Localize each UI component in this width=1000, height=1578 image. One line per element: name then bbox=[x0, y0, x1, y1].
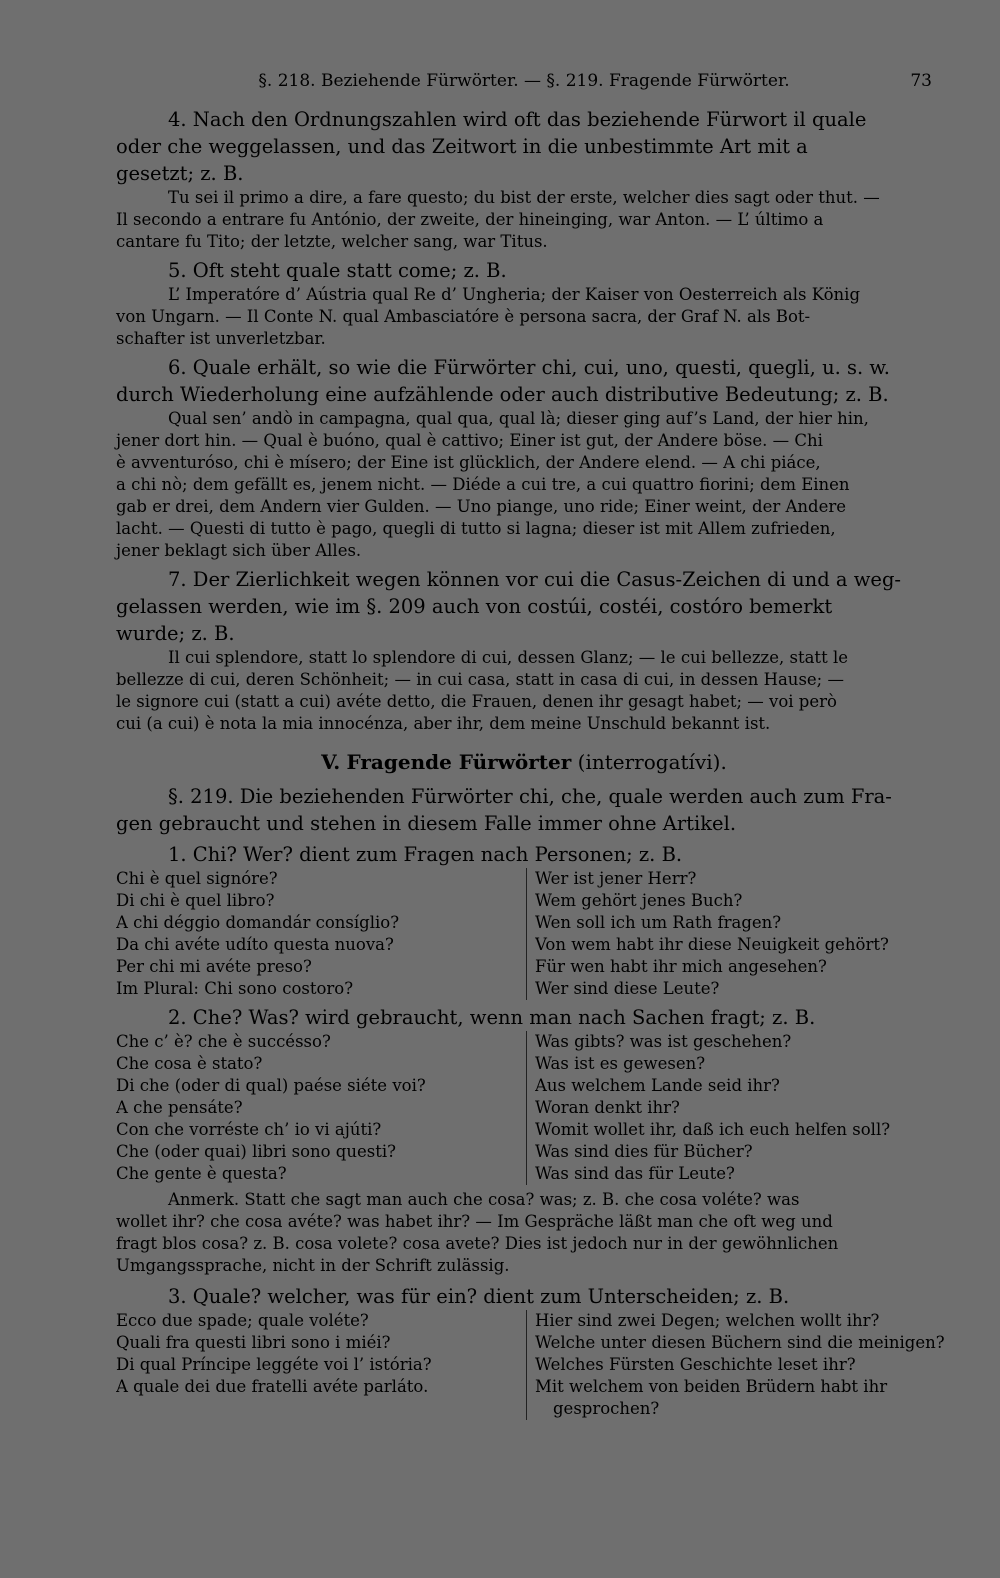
german-translation: Für wen habt ihr mich angesehen? bbox=[535, 957, 827, 976]
german-translation: Was sind dies für Bücher? bbox=[535, 1142, 753, 1161]
example-line: Il cui splendore, statt lo splendore di cui, dessen Glanz; — le cui bellezze, statt le bbox=[168, 648, 848, 667]
example-line: Qual sen’ andò in campagna, qual qua, qual là; dieser ging auf’s Land, der hier hin, bbox=[168, 409, 869, 428]
remark-line: Umgangssprache, nicht in der Schrift zulässig. bbox=[116, 1256, 510, 1275]
section-7 bbox=[116, 566, 932, 735]
german-translation: Was sind das für Leute? bbox=[535, 1164, 735, 1183]
italian-example: A quale dei due fratelli avéte parláto. bbox=[116, 1377, 429, 1396]
example-line: le signore cui (statt a cui) avéte detto, die Frauen, denen ihr gesagt habet; — voi però bbox=[116, 692, 837, 711]
german-column bbox=[526, 1031, 932, 1185]
german-translation: Mit welchem von beiden Brüdern habt ihr bbox=[535, 1377, 888, 1396]
example-line: cui (a cui) è nota la mia innocénza, aber ihr, dem meine Unschuld bekannt ist. bbox=[116, 714, 771, 733]
italian-example: Che c’ è? che è succésso? bbox=[116, 1032, 331, 1051]
german-translation: Wer sind diese Leute? bbox=[535, 979, 720, 998]
example-line: a chi nò; dem gefällt es, jenem nicht. — Diéde a cui tre, a cui quattro fiorini; dem Einen bbox=[116, 475, 850, 494]
example-line: lacht. — Questi di tutto è pago, quegli di tutto si lagna; dieser ist mit Allem zufrieden, bbox=[116, 519, 836, 538]
italian-example: Chi è quel signóre? bbox=[116, 869, 278, 888]
italian-example: Di che (oder di qual) paése siéte voi? bbox=[116, 1076, 426, 1095]
german-column bbox=[526, 1310, 945, 1420]
page-number: 73 bbox=[910, 71, 932, 91]
running-title: §. 218. Beziehende Fürwörter. — §. 219. Fragende Fürwörter. bbox=[258, 71, 790, 91]
remark bbox=[116, 1189, 932, 1277]
italian-example: Per chi mi avéte preso? bbox=[116, 957, 312, 976]
italian-example: Che cosa è stato? bbox=[116, 1054, 263, 1073]
german-translation: Aus welchem Lande seid ihr? bbox=[535, 1076, 780, 1095]
section-219 bbox=[116, 783, 932, 837]
example-table bbox=[116, 1310, 945, 1420]
italian-example: Ecco due spade; quale voléte? bbox=[116, 1311, 369, 1330]
german-translation: Welche unter diesen Büchern sind die meinigen? bbox=[535, 1333, 945, 1352]
italian-column bbox=[116, 1031, 526, 1185]
body-line: 6. Quale erhält, so wie die Fürwörter chi, cui, uno, questi, quegli, u. s. w. bbox=[168, 356, 891, 379]
body-line: wurde; z. B. bbox=[116, 622, 235, 645]
chi-section bbox=[116, 841, 932, 1000]
italian-example: A che pensáte? bbox=[116, 1098, 243, 1117]
example-line: von Ungarn. — Il Conte N. qual Ambasciatóre è persona sacra, der Graf N. als Bot- bbox=[116, 307, 811, 326]
italian-example: Im Plural: Chi sono costoro? bbox=[116, 979, 354, 998]
remark-line: wollet ihr? che cosa avéte? was habet ihr? — Im Gespräche läßt man che oft weg und bbox=[116, 1212, 833, 1231]
quale-section bbox=[116, 1283, 945, 1420]
example-line: Tu sei il primo a dire, a fare questo; du bist der erste, welcher dies sagt oder thut. — bbox=[168, 188, 880, 207]
example-line: Il secondo a entrare fu António, der zweite, der hineinging, war Anton. — L’ último a bbox=[116, 210, 824, 229]
chapter-title: Fragende Fürwörter bbox=[346, 750, 572, 774]
section-heading: 2. Che? Was? wird gebraucht, wenn man nach Sachen fragt; z. B. bbox=[168, 1006, 816, 1029]
italian-example: Con che vorréste ch’ io vi ajúti? bbox=[116, 1120, 382, 1139]
chapter-number: V. bbox=[321, 750, 341, 774]
section-heading: 5. Oft steht quale statt come; z. B. bbox=[168, 259, 507, 282]
german-translation: Wem gehört jenes Buch? bbox=[535, 891, 743, 910]
example-line: L’ Imperatóre d’ Aústria qual Re d’ Ungheria; der Kaiser von Oesterreich als König bbox=[168, 285, 861, 304]
running-head bbox=[116, 64, 932, 98]
example-table bbox=[116, 1031, 932, 1185]
body-line: §. 219. Die beziehenden Fürwörter chi, che, quale werden auch zum Fra- bbox=[168, 785, 892, 808]
german-translation: Hier sind zwei Degen; welchen wollt ihr? bbox=[535, 1311, 880, 1330]
german-translation: Womit wollet ihr, daß ich euch helfen soll? bbox=[535, 1120, 891, 1139]
german-translation: Welches Fürsten Geschichte leset ihr? bbox=[535, 1355, 856, 1374]
german-translation: Wer ist jener Herr? bbox=[535, 869, 697, 888]
example-line: gab er drei, dem Andern vier Gulden. — Uno piange, uno ride; Einer weint, der Andere bbox=[116, 497, 846, 516]
german-column bbox=[526, 868, 932, 1000]
body-line: 7. Der Zierlichkeit wegen können vor cui die Casus-Zeichen di und a weg- bbox=[168, 568, 902, 591]
che-section bbox=[116, 1004, 932, 1277]
remark-line: Anmerk. Statt che sagt man auch che cosa? was; z. B. che cosa voléte? was bbox=[168, 1190, 800, 1209]
italian-column bbox=[116, 1310, 526, 1420]
german-translation: Von wem habt ihr diese Neuigkeit gehört? bbox=[535, 935, 889, 954]
german-translation: Was gibts? was ist geschehen? bbox=[535, 1032, 792, 1051]
example-line: schafter ist unverletzbar. bbox=[116, 329, 326, 348]
section-5 bbox=[116, 257, 932, 350]
example-line: bellezze di cui, deren Schönheit; — in cui casa, statt in casa di cui, in dessen Hause; — bbox=[116, 670, 844, 689]
german-translation: Was ist es gewesen? bbox=[535, 1054, 706, 1073]
italian-example: Che gente è questa? bbox=[116, 1164, 287, 1183]
chapter-heading bbox=[116, 747, 932, 777]
italian-example: Di qual Príncipe leggéte voi l’ istória? bbox=[116, 1355, 432, 1374]
german-translation: gesprochen? bbox=[553, 1399, 660, 1418]
section-4 bbox=[116, 106, 932, 253]
italian-example: Quali fra questi libri sono i miéi? bbox=[116, 1333, 391, 1352]
example-line: jener beklagt sich über Alles. bbox=[116, 541, 362, 560]
chapter-subtitle: (interrogatívi). bbox=[577, 750, 727, 774]
italian-column bbox=[116, 868, 526, 1000]
body-line: gesetzt; z. B. bbox=[116, 162, 244, 185]
italian-example: A chi déggio domandár consíglio? bbox=[116, 913, 400, 932]
section-heading: 3. Quale? welcher, was für ein? dient zum Unterscheiden; z. B. bbox=[168, 1285, 790, 1308]
body-line: 4. Nach den Ordnungszahlen wird oft das beziehende Fürwort il quale bbox=[168, 108, 867, 131]
section-heading: 1. Chi? Wer? dient zum Fragen nach Personen; z. B. bbox=[168, 843, 683, 866]
body-line: gen gebraucht und stehen in diesem Falle immer ohne Artikel. bbox=[116, 812, 737, 835]
example-table bbox=[116, 868, 932, 1000]
italian-example: Che (oder quai) libri sono questi? bbox=[116, 1142, 396, 1161]
body-line: oder che weggelassen, und das Zeitwort in die unbestimmte Art mit a bbox=[116, 135, 808, 158]
body-line: gelassen werden, wie im §. 209 auch von costúi, costéi, costóro bemerkt bbox=[116, 595, 833, 618]
section-6 bbox=[116, 354, 932, 562]
example-line: è avventuróso, chi è mísero; der Eine ist glücklich, der Andere elend. — A chi piáce, bbox=[116, 453, 821, 472]
italian-example: Da chi avéte udíto questa nuova? bbox=[116, 935, 394, 954]
body-line: durch Wiederholung eine aufzählende oder auch distributive Bedeutung; z. B. bbox=[116, 383, 889, 406]
german-translation: Woran denkt ihr? bbox=[535, 1098, 680, 1117]
remark-line: fragt blos cosa? z. B. cosa volete? cosa avete? Dies ist jedoch nur in der gewöhnlichen bbox=[116, 1234, 839, 1253]
german-translation: Wen soll ich um Rath fragen? bbox=[535, 913, 782, 932]
example-line: cantare fu Tito; der letzte, welcher sang, war Titus. bbox=[116, 232, 548, 251]
example-line: jener dort hin. — Qual è buóno, qual è cattivo; Einer ist gut, der Andere böse. — Chi bbox=[116, 431, 823, 450]
italian-example: Di chi è quel libro? bbox=[116, 891, 275, 910]
